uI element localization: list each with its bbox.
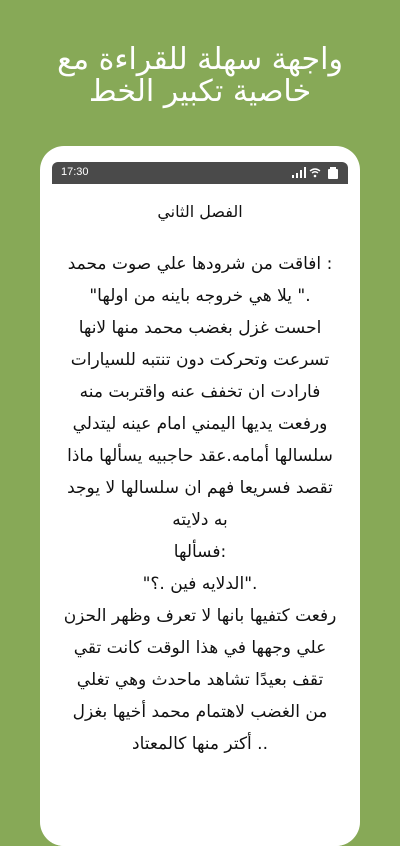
story-line: :فسألها	[173, 542, 227, 562]
story-line: رفعت كتفيها بانها لا تعرف وظهر الحزن	[63, 606, 337, 626]
phone-mockup	[40, 146, 360, 846]
story-line: : افاقت من شرودها علي صوت محمد	[67, 254, 333, 274]
reader-page[interactable]	[52, 184, 348, 846]
headline-line-1: واجهة سهلة للقراءة مع	[57, 42, 343, 77]
story-line: ." يلا هي خروجه باينه من اولها"	[89, 286, 311, 306]
battery-icon	[326, 167, 340, 179]
story-line: .. أكتر منها كالمعتاد	[132, 734, 268, 754]
story-line: من الغضب لاهتمام محمد أخيها بغزل	[72, 702, 328, 722]
wifi-icon	[309, 167, 321, 178]
promo-headline	[0, 44, 400, 108]
story-line: تسرعت وتحركت دون تنتبه للسيارات	[70, 350, 330, 370]
story-line: احست غزل بغضب محمد منها لانها	[78, 318, 322, 338]
signal-icon	[292, 167, 306, 178]
story-line: سلسالها أمامه.عقد حاجبيه يسألها ماذا	[67, 446, 333, 466]
story-line: فارادت ان تخفف عنه واقتربت منه	[79, 382, 321, 402]
story-line: تقصد فسريعا فهم ان سلسالها لا يوجد	[67, 478, 333, 498]
status-time: 17:30	[61, 166, 89, 178]
story-line: علي وجهها في هذا الوقت كانت تقي	[73, 638, 327, 658]
story-line: ."الدلايه فين .؟"	[142, 574, 258, 594]
status-bar	[52, 162, 348, 184]
story-line: تقف بعيدًا تشاهد ماحدث وهي تغلي	[76, 670, 324, 690]
story-text	[52, 248, 348, 760]
story-line: ورفعت يديها اليمني امام عينه ليتدلي	[72, 414, 328, 434]
headline-line-2: خاصية تكبير الخط	[88, 74, 312, 109]
chapter-title: الفصل الثاني	[157, 202, 243, 221]
story-line: به دلايته	[172, 510, 228, 530]
